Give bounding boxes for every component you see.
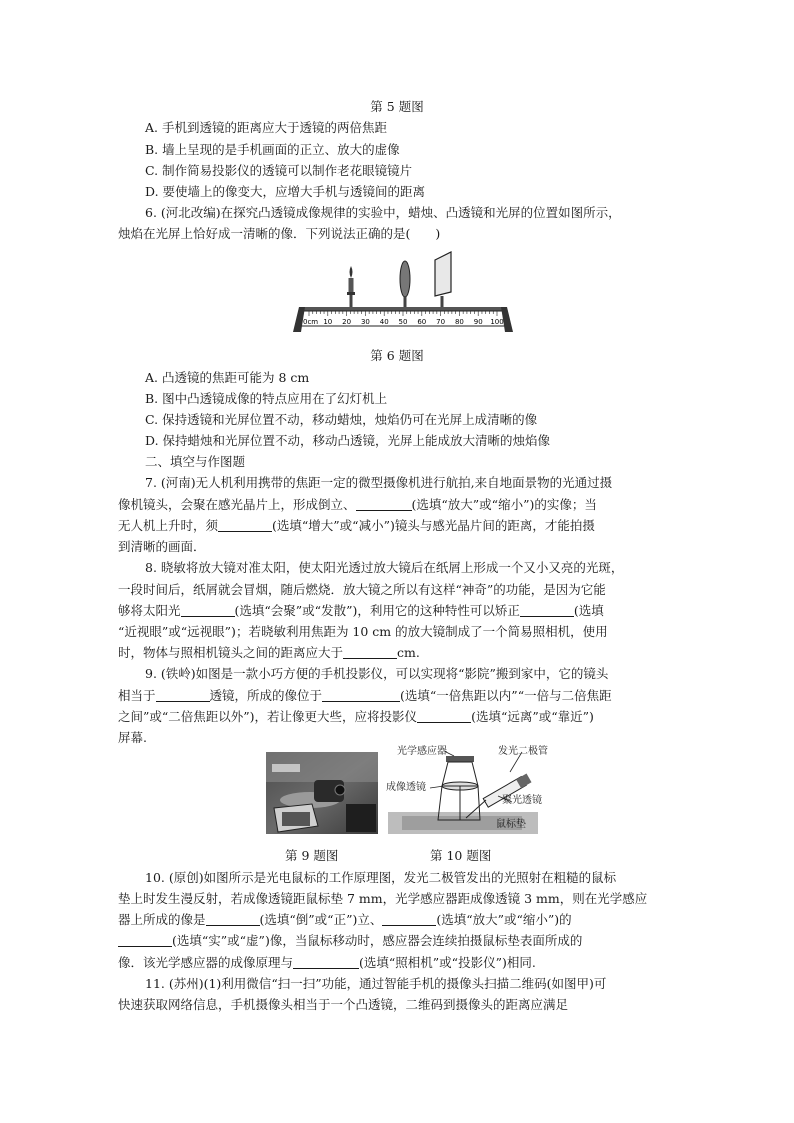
q11-line2: 快速获取网络信息，手机摄像头相当于一个凸透镜，二维码到摄像头的距离应满足 xyxy=(118,997,569,1012)
q10-blank-1[interactable] xyxy=(206,911,260,926)
q10-line4 xyxy=(118,930,582,952)
optical-bench-figure xyxy=(293,246,513,336)
bench-ruler xyxy=(293,307,513,332)
q8-text: (选填“会聚”或“发散”)，利用它的这种特性可以矫正 xyxy=(234,603,520,618)
q9-line2 xyxy=(118,685,612,707)
q10-text: (选填“实”或“虚”)像，当鼠标移动时，感应器会连续拍摄鼠标垫表面所成的 xyxy=(172,933,583,948)
q10-line1: 10. (原创)如图所示是光电鼠标的工作原理图，发光二极管发出的光照射在粗糙的鼠标 xyxy=(145,870,617,885)
candle xyxy=(347,266,355,307)
q10-line2: 垫上时发生漫反射，若成像透镜距鼠标垫 7 mm，光学感应器距成像透镜 3 mm，则在光学感应 xyxy=(118,891,648,906)
q7-text: 像机镜头，会聚在感光晶片上，形成倒立、 xyxy=(118,497,356,512)
q10-blank-3[interactable] xyxy=(118,932,172,947)
q8-text: cm. xyxy=(397,645,420,660)
q7-text: (选填“增大”或“减小”)镜头与感光晶片间的距离，才能拍摄 xyxy=(272,518,595,533)
q6-option-d: D. 保持蜡烛和光屏位置不动，移动凸透镜，光屏上能成放大清晰的烛焰像 xyxy=(145,433,551,448)
q9-blank-3[interactable] xyxy=(417,708,471,723)
q10-line3 xyxy=(118,909,572,931)
q8-blank-1[interactable] xyxy=(181,602,235,617)
q10-text: (选填“照相机”或“投影仪”)相同. xyxy=(359,955,536,970)
ruler-label: 100 xyxy=(490,318,504,326)
q8-text: 时，物体与照相机镜头之间的距离应大于 xyxy=(118,645,344,660)
label-focus-lens: 聚光透镜 xyxy=(502,795,542,806)
figure-6-caption: 第 6 题图 xyxy=(370,348,424,363)
ruler-label: 0cm xyxy=(303,318,319,326)
ruler-label: 70 xyxy=(436,318,446,326)
q9-text: 透镜，所成的像位于 xyxy=(209,688,323,703)
label-mouse-pad: 鼠标垫 xyxy=(496,819,526,830)
q5-option-a: A. 手机到透镜的距离应大于透镜的两倍焦距 xyxy=(145,120,387,135)
sensor-block xyxy=(446,756,474,762)
q9-text: (选填“一倍焦距以内”“一倍与二倍焦距 xyxy=(400,688,612,703)
label-sensor: 光学感应器 xyxy=(397,746,447,757)
ruler-label: 40 xyxy=(379,318,389,326)
q10-text: 器上所成的像是 xyxy=(118,912,206,927)
figure-9-caption: 第 9 题图 xyxy=(285,848,339,863)
section-heading: 二、填空与作图题 xyxy=(145,454,246,469)
q6-stem-line1: 6. (河北改编)在探究凸透镜成像规律的实验中，蜡烛、凸透镜和光屏的位置如图所示， xyxy=(145,205,621,220)
q10-blank-2[interactable] xyxy=(382,911,436,926)
q9-line3 xyxy=(118,706,594,728)
label-imaging-lens: 成像透镜 xyxy=(386,782,426,793)
q5-option-c: C. 制作简易投影仪的透镜可以制作老花眼镜镜片 xyxy=(145,163,413,178)
q7-line3 xyxy=(118,515,595,537)
ruler-label: 30 xyxy=(360,318,370,326)
figure-10-caption: 第 10 题图 xyxy=(430,848,492,863)
ruler-label: 60 xyxy=(417,318,427,326)
q9-blank-2[interactable] xyxy=(322,687,400,702)
ruler-label: 50 xyxy=(398,318,408,326)
q11-line1: 11. (苏州)(1)利用微信“扫一扫”功能，通过智能手机的摄像头扫描二维码(如图甲)可 xyxy=(145,976,607,991)
q8-blank-2[interactable] xyxy=(520,602,574,617)
ruler-label: 10 xyxy=(323,318,333,326)
q8-text: (选填 xyxy=(573,603,604,618)
q6-option-b: B. 图中凸透镜成像的特点应用在了幻灯机上 xyxy=(145,391,388,406)
q9-line1: 9. (铁岭)如图是一款小巧方便的手机投影仪，可以实现将“影院”搬到家中，它的镜头 xyxy=(145,666,609,681)
q7-line1: 7. (河南)无人机利用携带的焦距一定的微型摄像机进行航拍,来自地面景物的光通过摄 xyxy=(145,475,613,490)
q10-line5 xyxy=(118,952,536,974)
q8-blank-3[interactable] xyxy=(343,644,397,659)
q9-text: 相当于 xyxy=(118,688,156,703)
label-led: 发光二极管 xyxy=(498,746,548,757)
q5-option-b: B. 墙上呈现的是手机画面的正立、放大的虚像 xyxy=(145,142,400,157)
q8-line1: 8. 晓敏将放大镜对准太阳，使太阳光透过放大镜后在纸屑上形成一个又小又亮的光斑， xyxy=(145,560,624,575)
q9-text: (选填“远离”或“靠近”) xyxy=(471,709,594,724)
q6-option-a: A. 凸透镜的焦距可能为 8 cm xyxy=(145,370,310,385)
phone-projector-photo xyxy=(266,752,378,834)
q9-line4: 屏幕. xyxy=(118,730,147,745)
q10-text: (选填“倒”或“正”)立、 xyxy=(259,912,383,927)
ruler-label: 20 xyxy=(342,318,352,326)
q6-stem-line2: 烛焰在光屏上恰好成一清晰的像．下列说法正确的是( ) xyxy=(118,226,441,241)
convex-lens xyxy=(400,261,410,307)
q7-line4: 到清晰的画面． xyxy=(118,539,206,554)
q6-option-c: C. 保持透镜和光屏位置不动，移动蜡烛，烛焰仍可在光屏上成清晰的像 xyxy=(145,412,538,427)
q7-blank-1[interactable] xyxy=(356,496,412,511)
q7-line2 xyxy=(118,494,597,516)
q7-text: 无人机上升时，须 xyxy=(118,518,219,533)
ruler-label: 80 xyxy=(454,318,464,326)
q8-line2: 一段时间后，纸屑就会冒烟，随后燃烧．放大镜之所以有这样“神奇”的功能，是因为它能 xyxy=(118,582,606,597)
q8-line4: “近视眼”或“远视眼”)；若晓敏利用焦距为 10 cm 的放大镜制成了一个简易照相机，使用 xyxy=(118,624,608,639)
q8-text: 够将太阳光 xyxy=(118,603,181,618)
q10-blank-4[interactable] xyxy=(293,954,359,969)
q10-text: 像．该光学感应器的成像原理与 xyxy=(118,955,294,970)
q7-blank-2[interactable] xyxy=(218,517,272,532)
light-screen xyxy=(435,252,451,307)
ruler-label: 90 xyxy=(473,318,483,326)
figure-5-caption: 第 5 题图 xyxy=(370,99,424,114)
q7-text: (选填“放大”或“缩小”)的实像；当 xyxy=(411,497,597,512)
q8-line3 xyxy=(118,600,604,622)
q9-blank-1[interactable] xyxy=(156,687,210,702)
q5-option-d: D. 要使墙上的像变大，应增大手机与透镜间的距离 xyxy=(145,184,426,199)
q10-text: (选填“放大”或“缩小”)的 xyxy=(436,912,572,927)
q9-text: 之间”或“二倍焦距以外”)，若让像更大些，应将投影仪 xyxy=(118,709,418,724)
q8-line5 xyxy=(118,642,420,664)
